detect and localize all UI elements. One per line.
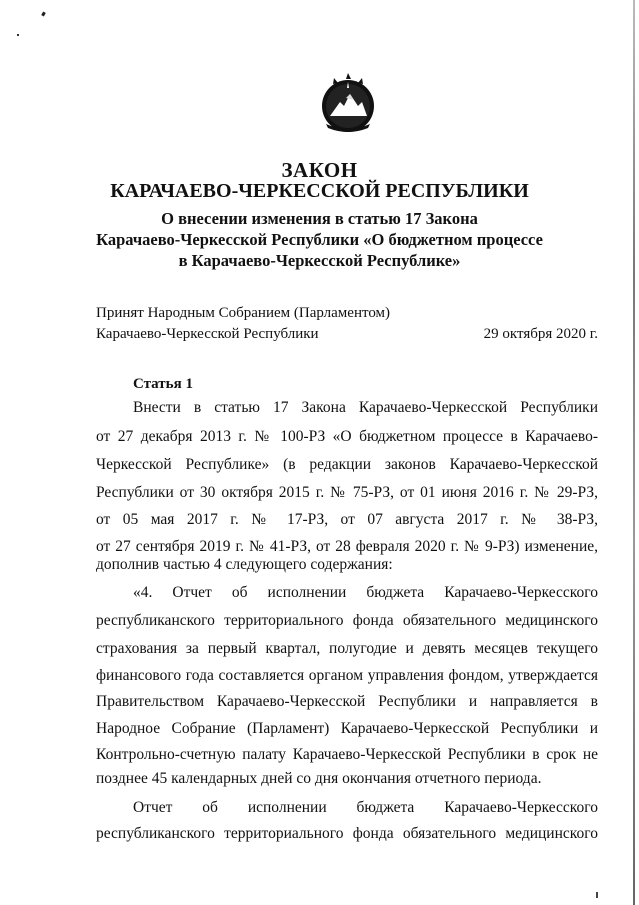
adoption-date: 29 октября 2020 г. xyxy=(483,326,598,342)
coat-of-arms-emblem xyxy=(320,72,376,134)
adoption-line: Принят Народным Собранием (Парламентом) xyxy=(96,305,391,321)
body-line: Контрольно-счетную палату Карачаево-Черкесской Республики в срок не xyxy=(96,746,598,763)
body-line: дополнив частью 4 следующего содержания: xyxy=(96,556,393,573)
scan-speck xyxy=(17,34,19,36)
body-line: страхования за первый квартал, полугодие и девять месяцев текущего xyxy=(96,640,598,657)
body-line: Правительством Карачаево-Черкесской Республики и направляется в xyxy=(96,693,598,710)
body-line: Внести в статью 17 Закона Карачаево-Черкесской Республики xyxy=(133,399,598,416)
body-line: республиканского территориального фонда обязательного медицинского xyxy=(96,612,598,629)
law-subtitle-line: О внесении изменения в статью 17 Закона xyxy=(161,209,478,228)
body-line: республиканского территориального фонда обязательного медицинского xyxy=(96,825,598,842)
law-subtitle-line: Карачаево-Черкесской Республики «О бюджетном процессе xyxy=(96,230,543,249)
law-subtitle-line: в Карачаево-Черкесской Республике» xyxy=(178,251,461,270)
scan-edge xyxy=(633,0,635,905)
scan-speck xyxy=(41,12,46,17)
body-line: Народное Собрание (Парламент) Карачаево-Черкесской Республики и xyxy=(96,720,598,737)
republic-title: КАРАЧАЕВО-ЧЕРКЕССКОЙ РЕСПУБЛИКИ xyxy=(110,180,529,202)
body-line: Республики от 30 октября 2015 г. № 75-РЗ, от 01 июня 2016 г. № 29-РЗ, xyxy=(96,484,598,501)
law-title: ЗАКОН xyxy=(281,158,358,182)
adoption-line: Карачаево-Черкесской Республики xyxy=(96,326,319,342)
body-line: позднее 45 календарных дней со дня окончания отчетного периода. xyxy=(96,770,542,787)
body-line: от 27 декабря 2013 г. № 100-РЗ «О бюджетном процессе в Карачаево- xyxy=(96,428,598,445)
body-line: Отчет об исполнении бюджета Карачаево-Черкесского xyxy=(133,799,598,816)
body-line: от 27 сентября 2019 г. № 41-РЗ, от 28 февраля 2020 г. № 9-РЗ) изменение, xyxy=(96,538,598,555)
body-line: «4. Отчет об исполнении бюджета Карачаево-Черкесского xyxy=(133,584,598,601)
article-heading: Статья 1 xyxy=(133,376,193,392)
body-line: финансового года составляется органом управления фондом, утверждается xyxy=(96,667,598,684)
body-line: Черкесской Республике» (в редакции законов Карачаево-Черкесской xyxy=(96,456,598,473)
body-line: от 05 мая 2017 г. № 17-РЗ, от 07 августа 2017 г. № 38-РЗ, xyxy=(96,511,598,528)
scan-speck xyxy=(596,892,598,898)
